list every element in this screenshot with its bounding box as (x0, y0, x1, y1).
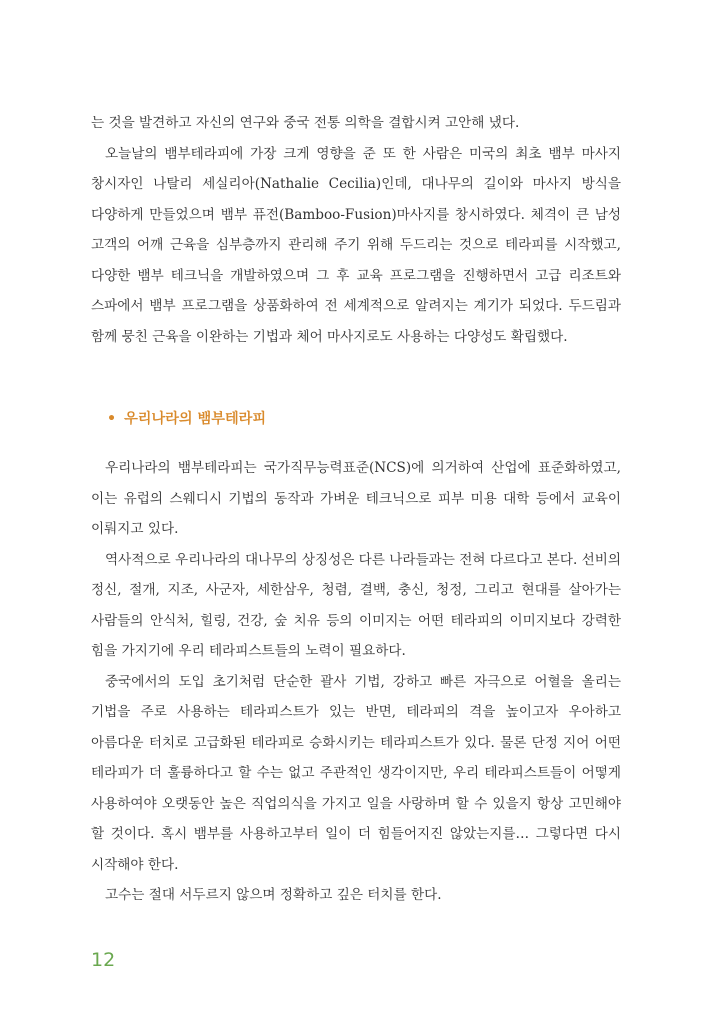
paragraph: 역사적으로 우리나라의 대나무의 상징성은 다른 나라들과는 전혀 다르다고 본다. 선비의 정신, 절개, 지조, 사군자, 세한삼우, 청렴, 결백, 충신, 청정, 그리고 현대를 살아가는 사람들의 안식처, 힐링, 건강, 숲 치유 등의 이미지는 어떤 테라피의 이미지보다 강력한 힘을 가지기에 우리 테라피스트들의 노력이 필요하다. (91, 551, 621, 659)
paragraph: 중국에서의 도입 초기처럼 단순한 괄사 기법, 강하고 빠른 자극으로 어혈을 올리는 기법을 주로 사용하는 테라피스트가 있는 반면, 테라피의 격을 높이고자 우아하고 아름다운 터치로 고급화된 테라피로 승화시키는 테라피스트가 있다. 물론 단정 지어 어떤 테라피가 더 훌륭하다고 할 수는 없고 주관적인 생각이지만, 우리 테라피스트들이 어떻게 사용하여야 오랫동안 높은 직업의식을 가지고 일을 사랑하며 할 수 있을지 항상 고민해야 할 것이다. 혹시 뱀부를 사용하고부터 일이 더 힘들어지진 않았는지를… 그렇다면 다시 시작해야 한다. (91, 673, 621, 873)
paragraph: 오늘날의 뱀부테라피에 가장 크게 영향을 준 또 한 사람은 미국의 최초 뱀부 마사지 창시자인 나탈리 세실리아(Nathalie Cecilia)인데, 대나무의 길이와 마사지 방식을 다양하게 만들었으며 뱀부 퓨전(Bamboo-Fusion)마사지를 창시하였다. 체격이 큰 남성 고객의 어깨 근육을 심부층까지 관리해 주기 위해 두드리는 것으로 테라피를 시작했고, 다양한 뱀부 테크닉을 개발하였으며 그 후 교육 프로그램을 진행하면서 고급 리조트와 스파에서 뱀부 프로그램을 상품화하여 전 세계적으로 알려지는 계기가 되었다. 두드림과 함께 뭉친 근육을 이완하는 기법과 체어 마사지로도 사용하는 다양성도 확립했다. (91, 145, 622, 345)
page-number: 12 (91, 949, 116, 971)
paragraph: 우리나라의 뱀부테라피는 국가직무능력표준(NCS)에 의거하여 산업에 표준화하였고, 이는 유럽의 스웨디시 기법의 동작과 가벼운 테크닉으로 피부 미용 대학 등에서 교육이 이뤄지고 있다. (91, 460, 621, 537)
text-block-top (91, 108, 621, 352)
text-block-bottom (91, 453, 621, 911)
bullet-icon: • (107, 411, 117, 427)
section-heading-text: 우리나라의 뱀부테라피 (124, 411, 267, 427)
section-heading (107, 408, 266, 430)
paragraph: 고수는 절대 서두르지 않으며 정확하고 깊은 터치를 한다. (105, 887, 442, 903)
paragraph: 는 것을 발견하고 자신의 연구와 중국 전통 의학을 결합시켜 고안해 냈다. (91, 115, 520, 131)
